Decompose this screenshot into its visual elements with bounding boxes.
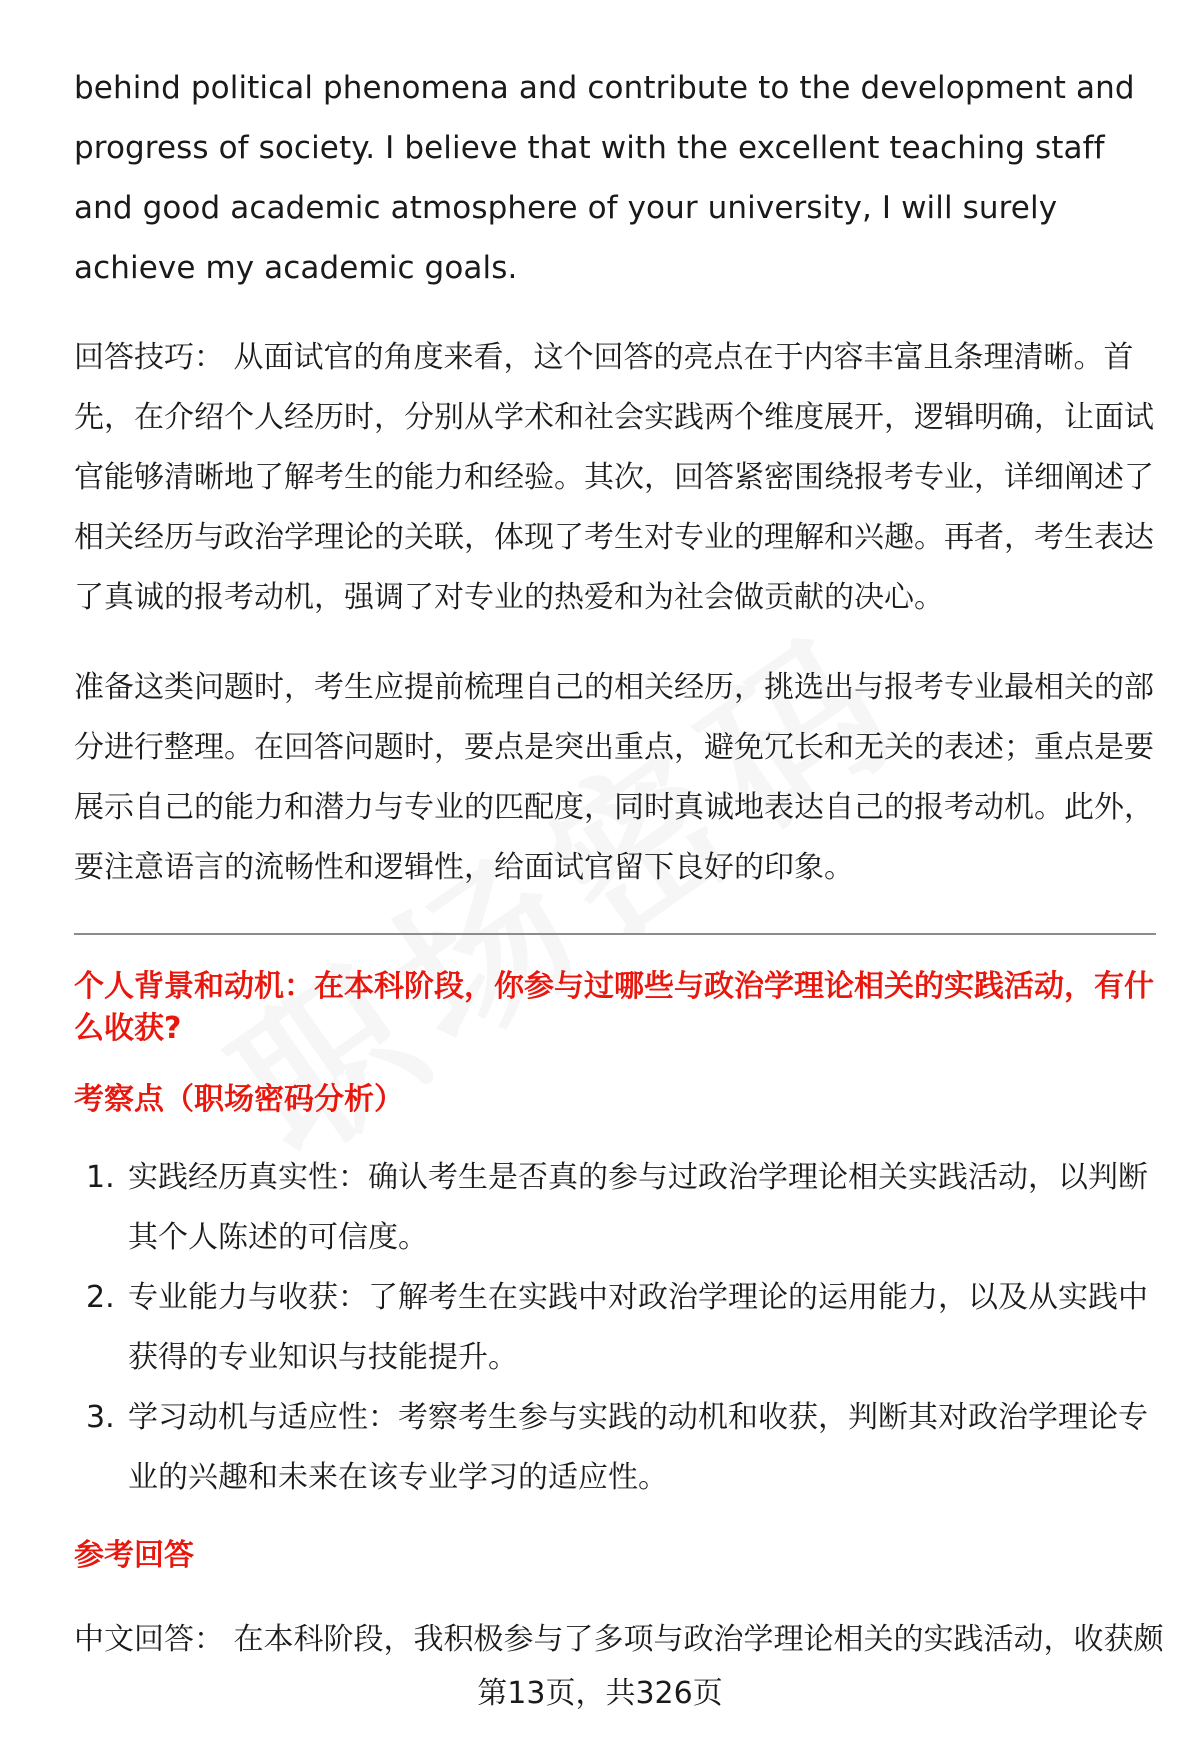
list-item-number: 2. xyxy=(86,1280,115,1315)
list-item-number: 3. xyxy=(86,1400,115,1435)
list-item-text: 专业能力与收获：了解考生在实践中对政治学理论的运用能力，以及从实践中获得的专业知识与技能提升。 xyxy=(128,1280,1148,1375)
analysis-list xyxy=(74,1148,1154,1508)
reference-heading: 参考回答 xyxy=(74,1538,194,1573)
tips-paragraph: 回答技巧： 从面试官的角度来看，这个回答的亮点在于内容丰富且条理清晰。首先，在介绍个人经历时，分别从学术和社会实践两个维度展开，逻辑明确，让面试官能够清晰地了解考生的能力和经验。其次，回答紧密围绕报考专业，详细阐述了相关经历与政治学理论的关联，体现了考生对专业的理解和兴趣。再者，考生表达了真诚的报考动机，强调了对专业的热爱和为社会做贡献的决心。 xyxy=(74,340,1154,615)
chinese-answer-start: 中文回答： 在本科阶段，我积极参与了多项与政治学理论相关的实践活动，收获颇 xyxy=(74,1622,1164,1657)
section-divider xyxy=(74,933,1156,935)
prep-paragraph: 准备这类问题时，考生应提前梳理自己的相关经历，挑选出与报考专业最相关的部分进行整理。在回答问题时，要点是突出重点，避免冗长和无关的表述；重点是要展示自己的能力和潜力与专业的匹配度，同时真诚地表达自己的报考动机。此外，要注意语言的流畅性和逻辑性，给面试官留下良好的印象。 xyxy=(74,670,1154,885)
analysis-heading: 考察点（职场密码分析） xyxy=(74,1082,404,1117)
list-item xyxy=(74,1268,1154,1388)
list-item-text: 实践经历真实性：确认考生是否真的参与过政治学理论相关实践活动，以判断其个人陈述的可信度。 xyxy=(128,1160,1148,1255)
list-item xyxy=(74,1388,1154,1508)
list-item xyxy=(74,1148,1154,1268)
question-heading: 个人背景和动机：在本科阶段，你参与过哪些与政治学理论相关的实践活动，有什么收获? xyxy=(74,969,1154,1046)
list-item-text: 学习动机与适应性：考察考生参与实践的动机和收获，判断其对政治学理论专业的兴趣和未来在该专业学习的适应性。 xyxy=(128,1400,1148,1495)
top-content xyxy=(74,58,1154,898)
english-paragraph: behind political phenomena and contribute to the development and progress of society. I believe that with the excellent teaching staff and good academic atmosphere of your university, I will surely achieve my academic goals. xyxy=(74,70,1135,286)
list-item-number: 1. xyxy=(86,1160,115,1195)
page-footer: 第13页，共326页 xyxy=(477,1676,723,1711)
